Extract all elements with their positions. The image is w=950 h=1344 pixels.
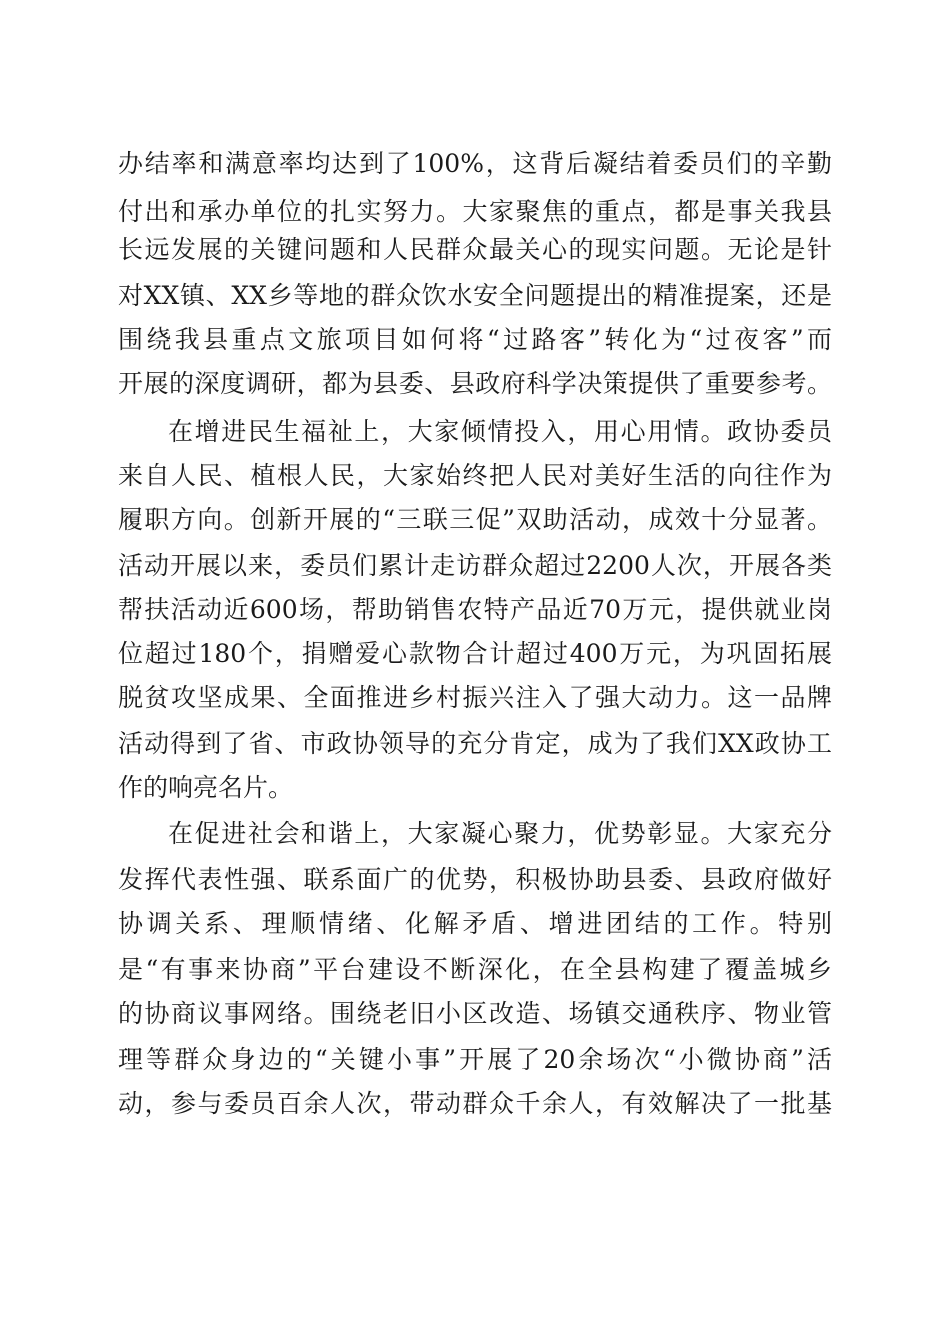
paragraph-3-line-7: 动，参与委员百余人次，带动群众千余人，有效解决了一批基: [118, 1089, 832, 1118]
paragraph-2-line-3: 履职方向。创新开展的“三联三促”双助活动，成效十分显著。: [118, 505, 832, 534]
paragraph-2-line-6: 位超过180个，捐赠爱心款物合计超过400万元，为巩固拓展: [118, 639, 832, 668]
paragraph-2-line-2: 来自人民、植根人民，大家始终把人民对美好生活的向往作为: [118, 461, 832, 490]
paragraph-1-line-1: 办结率和满意率均达到了100%，这背后凝结着委员们的辛勤: [118, 149, 832, 178]
paragraph-2-line-1: 在增进民生福祉上，大家倾情投入，用心用情。政协委员: [168, 417, 832, 446]
paragraph-1-line-4: 对XX镇、XX乡等地的群众饮水安全问题提出的精准提案，还是: [118, 281, 832, 310]
paragraph-3-line-4: 是“有事来协商”平台建设不断深化，在全县构建了覆盖城乡: [118, 955, 832, 984]
paragraph-3-line-2: 发挥代表性强、联系面广的优势，积极协助县委、县政府做好: [118, 865, 832, 894]
paragraph-1-line-2: 付出和承办单位的扎实努力。大家聚焦的重点，都是事关我县: [118, 197, 832, 226]
paragraph-2-line-7: 脱贫攻坚成果、全面推进乡村振兴注入了强大动力。这一品牌: [118, 683, 832, 712]
paragraph-3-line-6: 理等群众身边的“关键小事”开展了20余场次“小微协商”活: [118, 1045, 832, 1074]
paragraph-1-line-3: 长远发展的关键问题和人民群众最关心的现实问题。无论是针: [118, 235, 832, 264]
paragraph-2-line-8: 活动得到了省、市政协领导的充分肯定，成为了我们XX政协工: [118, 729, 832, 758]
paragraph-2-line-5: 帮扶活动近600场，帮助销售农特产品近70万元，提供就业岗: [118, 595, 832, 624]
paragraph-3-line-5: 的协商议事网络。围绕老旧小区改造、场镇交通秩序、物业管: [118, 999, 832, 1028]
paragraph-1-line-6: 开展的深度调研，都为县委、县政府科学决策提供了重要参考。: [118, 369, 832, 398]
paragraph-2-line-9: 作的响亮名片。: [118, 773, 294, 802]
paragraph-3-line-1: 在促进社会和谐上，大家凝心聚力，优势彰显。大家充分: [168, 819, 832, 848]
paragraph-3-line-3: 协调关系、理顺情绪、化解矛盾、增进团结的工作。特别: [118, 909, 832, 938]
paragraph-1-line-5: 围绕我县重点文旅项目如何将“过路客”转化为“过夜客”而: [118, 325, 832, 354]
paragraph-2-line-4: 活动开展以来，委员们累计走访群众超过2200人次，开展各类: [118, 551, 832, 580]
